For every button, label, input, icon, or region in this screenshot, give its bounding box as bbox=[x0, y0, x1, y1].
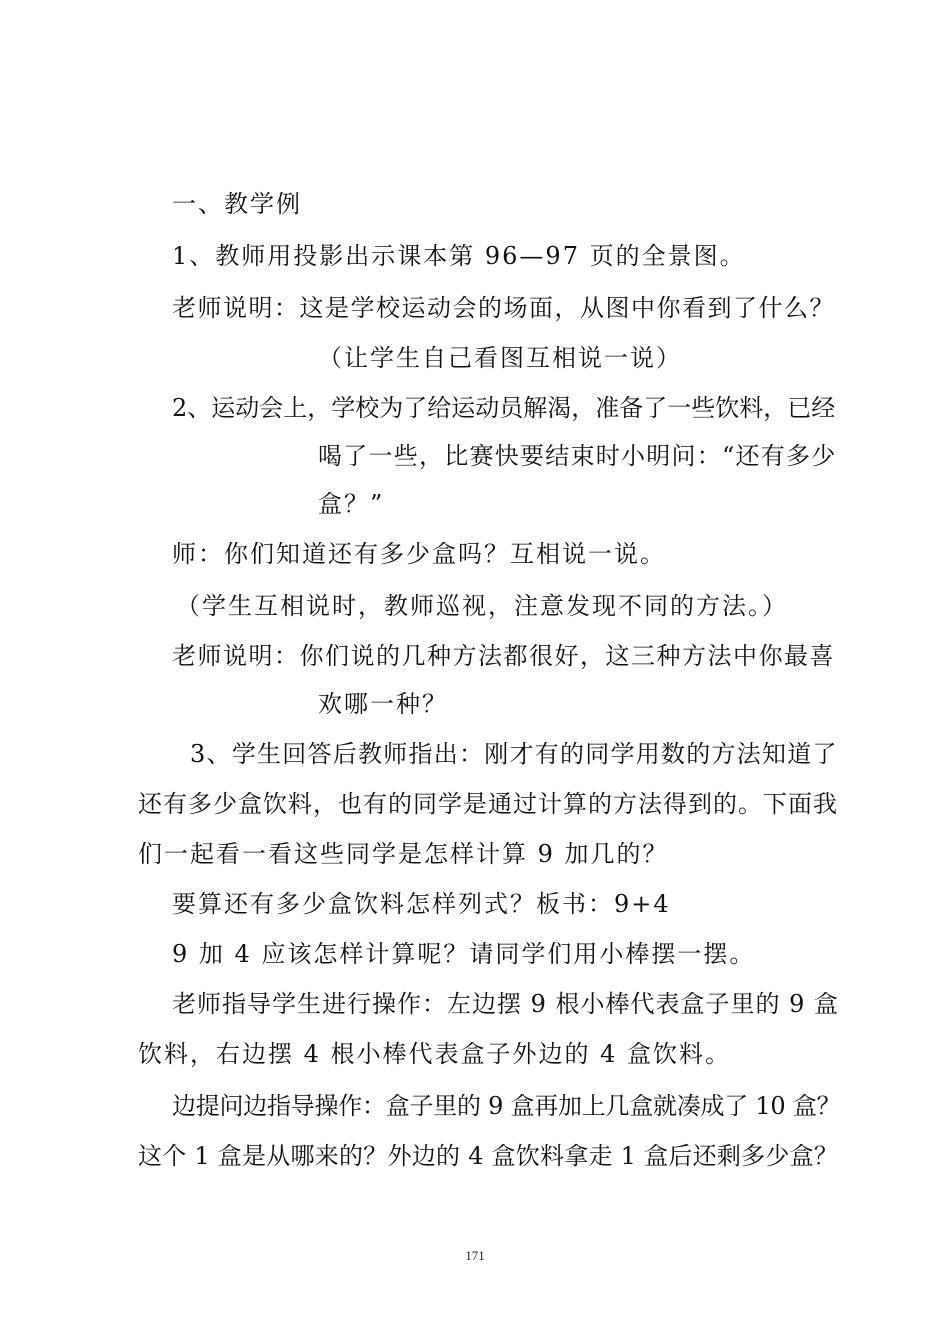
paragraph-8-line-1: 3、学生回答后教师指出：刚才有的同学用数的方法知道了 bbox=[190, 740, 838, 768]
paragraph-8-line-3: 们一起看一看这些同学是怎样计算 9 加几的？ bbox=[138, 840, 669, 868]
paragraph-8-line-2: 还有多少盒饮料，也有的同学是通过计算的方法得到的。下面我 bbox=[138, 790, 838, 818]
section-heading: 一、教学例 bbox=[172, 190, 302, 218]
paragraph-4-line-2: 喝了一些，比赛快要结束时小明问：“还有多少 bbox=[318, 442, 837, 470]
paragraph-11-line-1: 老师指导学生进行操作：左边摆 9 根小棒代表盒子里的 9 盒 bbox=[172, 990, 840, 1018]
paragraph-10: 9 加 4 应该怎样计算呢？请同学们用小棒摆一摆。 bbox=[172, 940, 756, 968]
paragraph-12-line-2: 这个 1 盒是从哪来的？外边的 4 盒饮料拿走 1 盒后还剩多少盒？ bbox=[138, 1142, 839, 1170]
paragraph-11-line-2: 饮料，右边摆 4 根小棒代表盒子外边的 4 盒饮料。 bbox=[138, 1040, 732, 1068]
page-number: 171 bbox=[465, 1248, 485, 1263]
paragraph-7-line-1: 老师说明：你们说的几种方法都很好，这三种方法中你最喜 bbox=[172, 642, 835, 670]
paragraph-4-line-3: 盒？” bbox=[318, 490, 385, 518]
paragraph-2: 老师说明：这是学校运动会的场面，从图中你看到了什么？ bbox=[172, 294, 835, 322]
paragraph-4-line-1: 2、运动会上，学校为了给运动员解渴，准备了一些饮料，已经 bbox=[172, 394, 836, 422]
paragraph-7-line-2: 欢哪一种？ bbox=[318, 690, 448, 718]
paragraph-1: 1、教师用投影出示课本第 96—97 页的全景图。 bbox=[172, 242, 746, 270]
paragraph-5: 师：你们知道还有多少盒吗？互相说一说。 bbox=[172, 540, 666, 568]
paragraph-12-line-1: 边提问边指导操作：盒子里的 9 盒再加上几盒就凑成了 10 盒？ bbox=[172, 1092, 841, 1120]
paragraph-3: （让学生自己看图互相说一说） bbox=[318, 344, 682, 372]
paragraph-9: 要算还有多少盒饮料怎样列式？板书：9+4 bbox=[172, 890, 671, 918]
paragraph-6: （学生互相说时，教师巡视，注意发现不同的方法。） bbox=[176, 592, 788, 620]
